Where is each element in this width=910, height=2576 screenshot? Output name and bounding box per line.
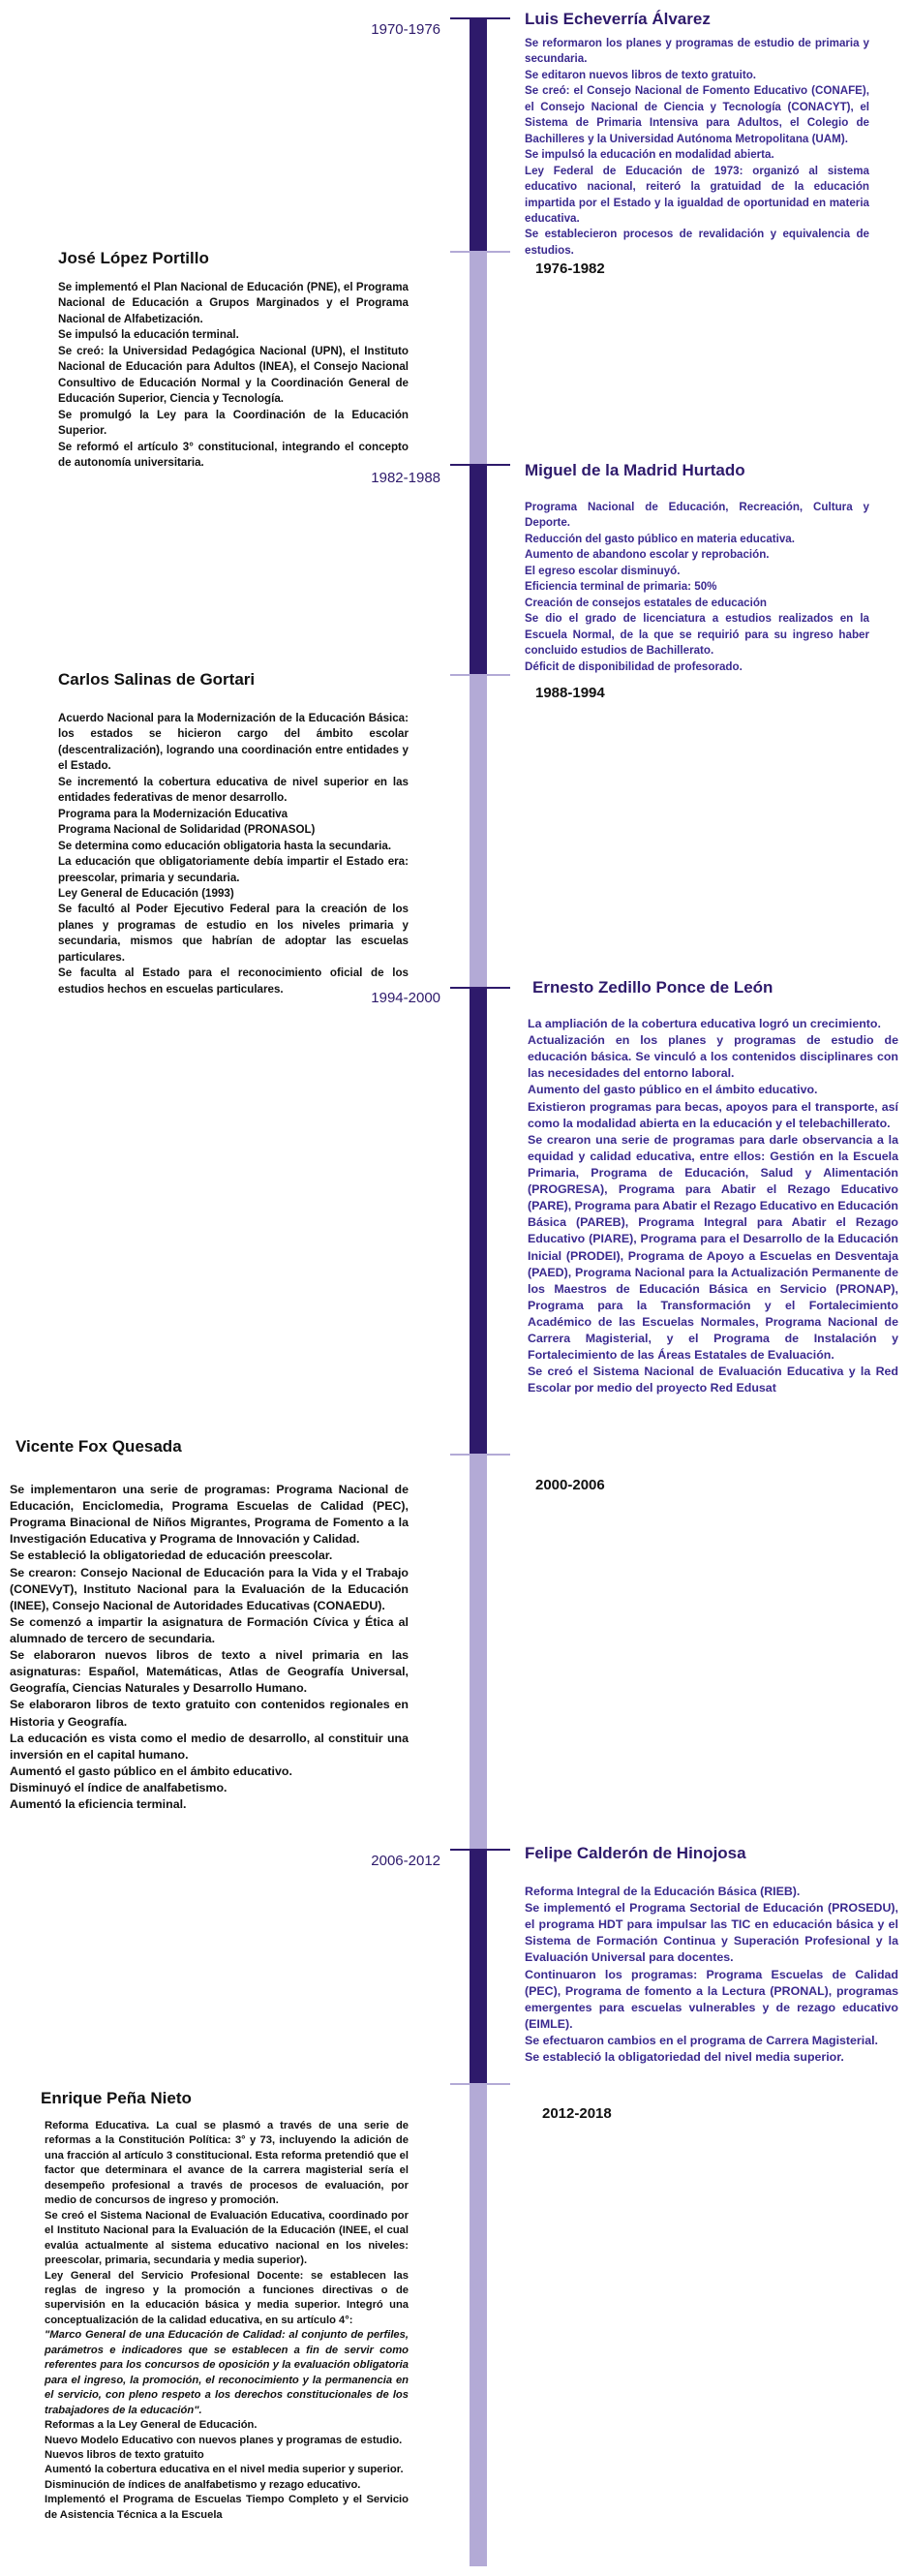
- timeline-segment: [470, 17, 487, 252]
- entry-item: Se creó el Sistema Nacional de Evaluación Educativa y la Red Escolar por medio del proyecto Red Edusat: [528, 1365, 898, 1395]
- entry-item: Se reformó el artículo 3° constitucional, integrando el concepto de autonomía universitaria.: [58, 440, 409, 469]
- entry-item: Ley Federal de Educación de 1973: organizó al sistema educativo nacional, reiteró la gratuidad de la educación impartida por el Estado y la igualdad de oportunidad en materia educativa.: [525, 164, 869, 225]
- timeline-tick: [450, 17, 510, 19]
- entry-item: Disminución de índices de analfabetismo y rezago educativo.: [45, 2478, 361, 2491]
- entry-item-quote: "Marco General de una Educación de Calidad: al conjunto de perfiles, parámetros e indicadores que se establecen a fin de servir como referentes para los concursos de oposición y la evaluación obligatoria para el ingreso, la promoción, el reconocimiento y la permanencia en el servicio, con pleno respeto a los derechos constitucionales de los trabajadores de la educación".: [45, 2329, 409, 2416]
- entry-item: Existieron programas para becas, apoyos para el transporte, así como la modalidad abierta en la educación y el telebachillerato.: [528, 1099, 898, 1130]
- period-label: 1988-1994: [535, 685, 605, 701]
- timeline-tick: [450, 251, 510, 253]
- timeline-segment: [470, 252, 487, 465]
- entry-item: Déficit de disponibilidad de profesorado.: [525, 659, 743, 673]
- period-label: 2012-2018: [542, 2105, 612, 2122]
- timeline-segment: [470, 988, 487, 1455]
- timeline-tick: [450, 2083, 510, 2085]
- entry-item: Eficiencia terminal de primaria: 50%: [525, 580, 717, 594]
- entry-item: Se creó el Sistema Nacional de Evaluación Educativa, coordinado por el Instituto Nacional para la Evaluación de la Educación (INEE, el cual evalúa actualmente al sistema educativo nacional en los niveles: preescolar, primaria, secundaria y media superior).: [45, 2209, 409, 2267]
- entry-body: [58, 711, 409, 997]
- entry-body: [45, 2119, 409, 2523]
- entry-item: Se dio el grado de licenciatura a estudios realizados en la Escuela Normal, de la que se requirió para su ingreso haber concluido estudios de Bachillerato.: [525, 612, 869, 658]
- period-label: 1976-1982: [535, 261, 605, 277]
- entry-item: Se efectuaron cambios en el programa de Carrera Magisterial.: [525, 2033, 878, 2047]
- entry-item: Se estableció la obligatoriedad del nivel media superior.: [525, 2050, 844, 2065]
- entry-item: Reducción del gasto público en materia educativa.: [525, 532, 795, 545]
- entry-item: Se implementó el Plan Nacional de Educación (PNE), el Programa Nacional de Educación a Grupos Marginados y el Programa Nacional de Alfabetización.: [58, 281, 409, 325]
- entry-item: Se impulsó la educación terminal.: [58, 328, 239, 342]
- entry-item: Actualización en los planes y programas de estudio de educación básica. Se vinculó a los contenidos disciplinares con las necesidades del entorno laboral.: [528, 1033, 898, 1081]
- entry-item: Se crearon una serie de programas para darle observancia a la equidad y calidad educativa, entre ellos: Gestión en la Escuela Primaria, Programa de Educación, Salud y Alimentación (PROGRESA), Programa para Abatir el Rezago Educativo (PARE), Programa para Abatir el Rezago Educativo en Educación Básica (PAREB), Programa Integral para Abatir el Rezago Educativo (PIARE), Programa para el Desarrollo de la Educación Inicial (PRODEI), Programa de Apoyo a Escuelas en Desventaja (PAED), Programa Nacional para la Actualización Permanente de los Maestros de Educación Básica en Servicio (PRONAP), Programa para la Transformación y el Fortalecimiento Académico de las Escuelas Normales, Programa Nacional de Carrera Magisterial, y el Programa de Instalación y Fortalecimiento de las Áreas Estatales de Evaluación.: [528, 1132, 898, 1363]
- entry-item: Nuevos libros de texto gratuito: [45, 2448, 204, 2461]
- timeline-tick: [450, 1454, 510, 1456]
- entry-item: Se elaboraron libros de texto gratuito con contenidos regionales en Historia y Geografía.: [10, 1698, 409, 1729]
- entry-item: Se comenzó a impartir la asignatura de Formación Cívica y Ética al alumnado de tercero de secundaria.: [10, 1614, 409, 1645]
- entry-item: La educación que obligatoriamente debía impartir el Estado era: preescolar, primaria y secundaria.: [58, 855, 409, 884]
- entry-item: Se facultó al Poder Ejecutivo Federal para la creación de los planes y programas de estudio en los niveles primaria y secundaria, mismos que habrían de adoptar las escuelas particulares.: [58, 903, 409, 964]
- entry-item: Se creó: el Consejo Nacional de Fomento Educativo (CONAFE), el Consejo Nacional de Ciencia y Tecnología (CONACYT), el Sistema de Primaria Intensiva para Adultos, el Colegio de Bachilleres y la Universidad Autónoma Metropolitana (UAM).: [525, 84, 869, 145]
- entry-body: [525, 1884, 898, 2066]
- entry-item: Aumento del gasto público en el ámbito educativo.: [528, 1083, 818, 1097]
- entry-body: [525, 500, 869, 675]
- entry-body: [525, 36, 869, 259]
- timeline-segment: [470, 1850, 487, 2084]
- president-name: Felipe Calderón de Hinojosa: [525, 1844, 746, 1862]
- entry-item: Aumento de abandono escolar y reprobación.: [525, 548, 770, 562]
- timeline-tick: [450, 674, 510, 676]
- president-name: Miguel de la Madrid Hurtado: [525, 461, 745, 479]
- entry-item: Reforma Educativa. La cual se plasmó a través de una serie de reformas a la Constitución Política: 3° y 73, incluyendo la adición de una fracción al artículo 3 constitucional. Esta reforma pretendió que el factor que determinara el avance de la carrera magisterial sería el desempeño profesional a través de procesos de evaluación, por medio de concursos de ingreso y promoción.: [45, 2120, 409, 2207]
- entry-item: Programa Nacional de Solidaridad (PRONASOL): [58, 823, 316, 837]
- period-label: 1994-2000: [371, 990, 440, 1006]
- entry-item: Aumentó la cobertura educativa en el nivel media superior y superior.: [45, 2464, 404, 2476]
- president-name: Vicente Fox Quesada: [15, 1437, 182, 1456]
- entry-item: Se editaron nuevos libros de texto gratuito.: [525, 68, 756, 81]
- entry-item: Programa Nacional de Educación, Recreación, Cultura y Deporte.: [525, 501, 869, 530]
- entry-item: Se elaboraron nuevos libros de texto a nivel primaria en las asignaturas: Español, Matemáticas, Atlas de Geografía Universal, Geografía, Ciencias Naturales y Desarrollo Humano.: [10, 1648, 409, 1696]
- president-name: Luis Echeverría Álvarez: [525, 10, 711, 28]
- president-name: Carlos Salinas de Gortari: [58, 670, 256, 689]
- entry-item: Se creó: la Universidad Pedagógica Nacional (UPN), el Instituto Nacional de Educación para Adultos (INEA), el Consejo Nacional Consultivo de Educación Normal y la Coordinación General de Educación Superior, Ciencia y Tecnología.: [58, 344, 409, 406]
- timeline-segment: [470, 465, 487, 675]
- period-label: 2000-2006: [535, 1477, 605, 1493]
- entry-item: Se determina como educación obligatoria hasta la secundaria.: [58, 839, 392, 852]
- timeline-tick: [450, 464, 510, 466]
- entry-item: Acuerdo Nacional para la Modernización de la Educación Básica: los estados se hicieron cargo del ámbito escolar (descentralización), logrando una coordinación entre entidades y el Estado.: [58, 712, 409, 773]
- entry-item: Continuaron los programas: Programa Escuelas de Calidad (PEC), Programa de fomento a la Lectura (PRONAL), programas emergentes para escuelas vulnerables y de rezago educativo (EIMLE).: [525, 1967, 898, 2031]
- entry-body: [528, 1016, 898, 1397]
- entry-item: Reforma Integral de la Educación Básica (RIEB).: [525, 1885, 801, 1898]
- timeline-tick: [450, 987, 510, 989]
- entry-item: Disminuyó el índice de analfabetismo.: [10, 1780, 228, 1794]
- timeline-segment: [470, 675, 487, 988]
- period-label: 2006-2012: [371, 1853, 440, 1869]
- entry-item: Se establecieron procesos de revalidación y equivalencia de estudios.: [525, 228, 869, 257]
- entry-body: [10, 1482, 409, 1813]
- president-name: Enrique Peña Nieto: [41, 2089, 192, 2107]
- timeline-segment: [470, 1455, 487, 1850]
- entry-item: Ley General del Servicio Profesional Docente: se establecen las reglas de ingreso y la promoción a funciones directivas o de supervisión en la educación básica y media superior. Integró una conceptualización de la calidad educativa, en su artículo 4°:: [45, 2269, 409, 2326]
- entry-item: Se implementó el Programa Sectorial de Educación (PROSEDU), el programa HDT para impulsar las TIC en educación básica y el Sistema de Formación Continua y Superación Profesional y la Evaluación Universal para docentes.: [525, 1901, 898, 1965]
- entry-item: Se implementaron una serie de programas: Programa Nacional de Educación, Enciclomedia, Programa Escuelas de Calidad (PEC), Programa Binacional de Niños Migrantes, Programa de Fomento a la Investigación Educativa y Programa de Innovación y Calidad.: [10, 1483, 409, 1547]
- president-name: Ernesto Zedillo Ponce de León: [532, 978, 774, 997]
- timeline-tick: [450, 1849, 510, 1851]
- entry-item: El egreso escolar disminuyó.: [525, 564, 681, 577]
- entry-item: Se estableció la obligatoriedad de educación preescolar.: [10, 1549, 333, 1563]
- entry-item: Nuevo Modelo Educativo con nuevos planes y programas de estudio.: [45, 2434, 403, 2446]
- period-label: 1970-1976: [371, 21, 440, 38]
- entry-item: Se impulsó la educación en modalidad abierta.: [525, 148, 774, 162]
- entry-item: Aumentó la eficiencia terminal.: [10, 1797, 187, 1812]
- president-name: José López Portillo: [58, 249, 209, 267]
- entry-item: Se crearon: Consejo Nacional de Educación para la Vida y el Trabajo (CONEVyT), Instituto Nacional para la Evaluación de la Educación (INEE), Consejo Nacional de Autoridades Educativas (CONAEDU).: [10, 1565, 409, 1612]
- entry-item: Ley General de Educación (1993): [58, 886, 234, 900]
- entry-item: La educación es vista como el medio de desarrollo, al constituir una inversión en el capital humano.: [10, 1731, 409, 1762]
- entry-item: Se faculta al Estado para el reconocimiento oficial de los estudios hechos en escuelas particulares.: [58, 966, 409, 996]
- entry-item: Creación de consejos estatales de educación: [525, 596, 768, 609]
- entry-item: Se incrementó la cobertura educativa de nivel superior en las entidades federativas de menor desarrollo.: [58, 775, 409, 805]
- period-label: 1982-1988: [371, 470, 440, 486]
- entry-item: Implementó el Programa de Escuelas Tiempo Completo y el Servicio de Asistencia Técnica a la Escuela: [45, 2494, 409, 2521]
- entry-item: Aumentó el gasto público en el ámbito educativo.: [10, 1763, 292, 1778]
- entry-item: Se promulgó la Ley para la Coordinación de la Educación Superior.: [58, 408, 409, 438]
- entry-item: Programa para la Modernización Educativa: [58, 807, 288, 820]
- entry-item: La ampliación de la cobertura educativa logró un crecimiento.: [528, 1017, 881, 1030]
- timeline-segment: [470, 2084, 487, 2566]
- entry-body: [58, 280, 409, 471]
- entry-item: Reformas a la Ley General de Educación.: [45, 2419, 258, 2432]
- entry-item: Se reformaron los planes y programas de estudio de primaria y secundaria.: [525, 37, 869, 66]
